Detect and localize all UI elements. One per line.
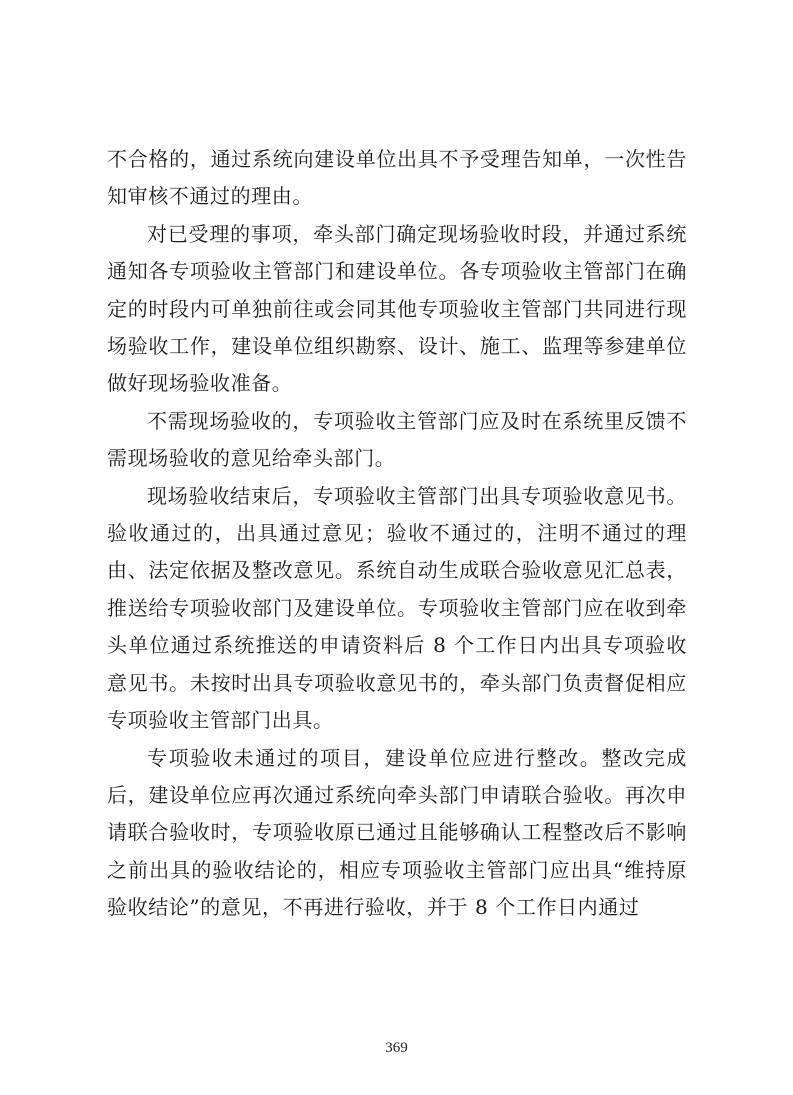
paragraph-3: 不需现场验收的，专项验收主管部门应及时在系统里反馈不需现场验收的意见给牵头部门。 [107, 408, 687, 471]
paragraph-1: 不合格的，通过系统向建设单位出具不予受理告知单，一次性告知审核不通过的理由。 [107, 147, 687, 209]
body-text [107, 141, 687, 927]
paragraph-2: 对已受理的事项，牵头部门确定现场验收时段，并通过系统通知各专项验收主管部门和建设单位。各专项验收主管部门在确定的时段内可单独前往或会同其他专项验收主管部门共同进行现场验收工作，建设单位组织勘察、设计、施工、监理等参建单位做好现场验收准备。 [107, 221, 687, 396]
page-number: 369 [385, 1040, 408, 1056]
paragraph-5: 专项验收未通过的项目，建设单位应进行整改。整改完成后，建设单位应再次通过系统向牵头部门申请联合验收。再次申请联合验收时，专项验收原已通过且能够确认工程整改后不影响之前出具的验收结论的，相应专项验收主管部门应出具“维持原验收结论”的意见，不再进行验收，并于 8 个工作日内通过 [107, 745, 687, 920]
paragraph-4: 现场验收结束后，专项验收主管部门出具专项验收意见书。验收通过的，出具通过意见；验收不通过的，注明不通过的理由、法定依据及整改意见。系统自动生成联合验收意见汇总表，推送给专项验收部门及建设单位。专项验收主管部门应在收到牵头单位通过系统推送的申请资料后 8 个工作日内出具专项验收意见书。未按时出具专项验收意见书的，牵头部门负责督促相应专项验收主管部门出具。 [107, 483, 687, 733]
